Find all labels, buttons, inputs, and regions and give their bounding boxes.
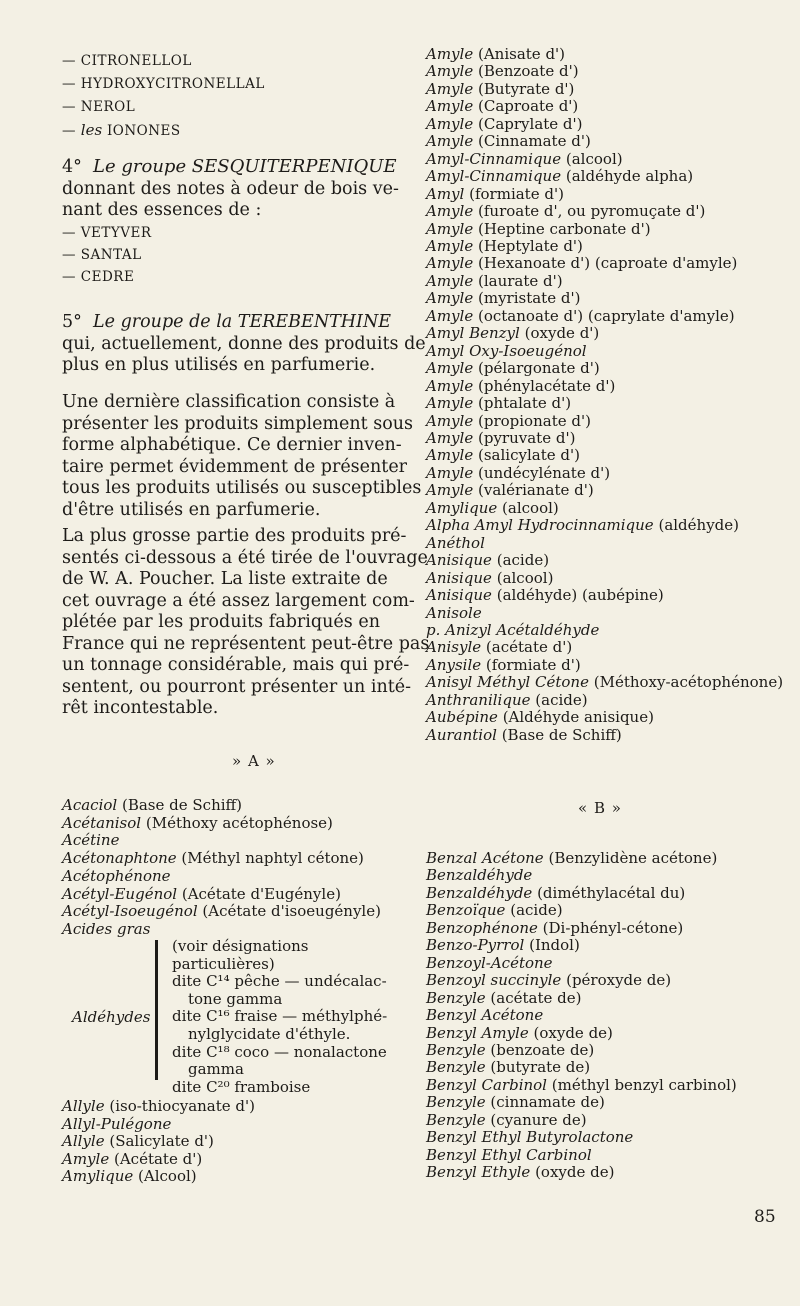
entry-description: (oxyde de)	[533, 1023, 613, 1042]
list-item	[426, 482, 783, 499]
entry-description: (iso-thiocyanate d')	[109, 1097, 255, 1115]
list-item	[426, 570, 783, 587]
entry-description: (pélargonate d')	[478, 359, 600, 378]
entry-description: (valérianate d')	[478, 481, 594, 500]
text-line: nant des essences de :	[62, 200, 262, 220]
list-item	[426, 885, 737, 902]
list-item	[426, 378, 783, 395]
entry-name: Amyle	[426, 219, 474, 238]
list-item	[426, 657, 783, 674]
entry-name: Benzyl Ethyle	[426, 1163, 531, 1182]
list-item	[426, 972, 737, 989]
entry-name: Benzyl Ethyl Butyrolactone	[426, 1128, 634, 1147]
entry-name: Amyle	[426, 306, 474, 325]
entry-name: Acaciol	[62, 796, 118, 814]
list-item	[426, 622, 783, 639]
entry-description: (Méthyl naphtyl cétone)	[181, 849, 364, 868]
entry-description: (oxyde de)	[535, 1163, 615, 1182]
entry-list-b	[426, 850, 737, 1182]
entry-description: (formiate d')	[485, 655, 581, 674]
text-line: Une dernière classification consiste à	[62, 392, 396, 412]
list-item	[426, 203, 783, 220]
entry-name: Benzaldéhyde	[426, 866, 533, 885]
entry-name: Amyle	[426, 394, 474, 413]
text-line: sentés ci-dessous a été tirée de l'ouvrage	[62, 547, 428, 568]
list-item	[62, 850, 381, 868]
entry-description: (Anisate d')	[478, 45, 566, 63]
list-item	[62, 903, 381, 921]
list-item	[426, 273, 783, 290]
text-line: sentent, ou pourront présenter un inté-	[62, 676, 412, 697]
monoterpene-list	[62, 50, 265, 143]
entry-name: Amyle	[426, 271, 474, 290]
entry-name: Amyle	[426, 481, 474, 500]
entry-name: Amyl Oxy-Isoeugénol	[426, 341, 587, 360]
text-line: qui, actuellement, donne des produits de	[62, 333, 426, 354]
entry-name: Amyle	[426, 202, 474, 221]
list-item	[426, 465, 783, 482]
list-item	[62, 868, 381, 886]
entry-description: (Méthoxy-acétophénone)	[593, 673, 784, 692]
entry-description: (Acétate d')	[114, 1149, 203, 1168]
entry-name: Benzyl Ethyl Carbinol	[426, 1145, 592, 1164]
entry-name: Amyl-Cinnamique	[426, 149, 562, 168]
list-item	[62, 1098, 255, 1116]
entry-description: (Salicylate d')	[109, 1132, 214, 1150]
entry-description: (propionate d')	[478, 411, 591, 430]
entry-name: Acétophénone	[62, 866, 171, 885]
entry-description: (diméthylacétal du)	[537, 883, 686, 902]
text-line: tous les produits utilisés ou susceptibles	[62, 478, 422, 498]
entry-description: (alcool)	[565, 149, 623, 168]
list-item	[426, 1077, 737, 1094]
paragraph	[62, 526, 430, 720]
entry-name: Amyle	[426, 45, 474, 63]
entry-name: Amyle	[426, 463, 474, 482]
entry-name: Acétyl-Eugénol	[62, 884, 178, 903]
text-line: d'être utilisés en parfumerie.	[62, 499, 321, 520]
list-item: — CEDRE	[62, 268, 135, 285]
entry-description: (acétate de)	[490, 988, 582, 1007]
aldehyde-entry-continuation: gamma	[188, 1060, 244, 1079]
entry-description: (Caprylate d')	[478, 114, 583, 133]
entry-name: Anthranilique	[426, 690, 531, 709]
list-item	[426, 325, 783, 342]
list-item	[426, 360, 783, 377]
section-heading-b: « B »	[578, 799, 622, 817]
entry-name: Anisyle	[426, 638, 482, 657]
aldehyde-entry-continuation: nylglycidate d'éthyle.	[188, 1024, 351, 1043]
entry-name: Acides gras	[62, 919, 151, 938]
list-item	[62, 886, 381, 904]
list-item: — CITRONELLOL	[62, 53, 192, 69]
entry-name: Amyle	[426, 359, 474, 378]
aldehyde-entry: dite C²⁰ framboise	[172, 1077, 311, 1096]
entry-name: Amyle	[426, 254, 474, 273]
entry-name: Benzyl Acétone	[426, 1006, 544, 1025]
text-line: rêt incontestable.	[62, 698, 219, 718]
list-item	[426, 46, 783, 63]
entry-description: (Benzylidène acétone)	[548, 849, 718, 867]
aldehyde-entry-continuation: tone gamma	[188, 989, 283, 1008]
entry-description: (Hexanoate d') (caproate d'amyle)	[478, 254, 738, 273]
brace	[155, 940, 158, 1080]
entry-name: Allyl-Pulégone	[62, 1114, 172, 1133]
entry-name: Amyle	[426, 79, 474, 98]
entry-list-amyl	[426, 46, 783, 744]
list-item	[426, 290, 783, 307]
list-item	[426, 692, 783, 709]
list-item: — HYDROXYCITRONELLAL	[62, 76, 265, 92]
entry-name: Amyle	[426, 62, 474, 81]
entry-name: Benzoïque	[426, 901, 506, 920]
text-line: taire permet évidemment de présenter	[62, 456, 408, 477]
entry-name: Anisique	[426, 551, 492, 570]
entry-name: Benzyle	[426, 1093, 486, 1112]
entry-description: (myristate d')	[478, 289, 581, 308]
entry-name: Amylique	[62, 1167, 134, 1185]
entry-name: Amyle	[426, 114, 474, 133]
entry-name: Anisole	[426, 603, 482, 622]
entry-description: (Indol)	[529, 936, 580, 955]
list-item	[62, 1151, 255, 1169]
entry-name: Anysile	[426, 655, 482, 674]
text-line: cet ouvrage a été assez largement com-	[62, 590, 415, 611]
text-line: de W. A. Poucher. La liste extraite de	[62, 569, 388, 589]
list-item	[426, 186, 783, 203]
entry-name: Acétonaphtone	[62, 849, 177, 868]
entry-description: (aldéhyde)	[658, 516, 740, 535]
entry-description: (phtalate d')	[478, 394, 572, 413]
entry-description: (alcool)	[502, 498, 559, 517]
list-item	[426, 990, 737, 1007]
list-item	[426, 1129, 737, 1146]
entry-description: (acide)	[496, 551, 550, 570]
entry-name: Amylique	[426, 498, 498, 517]
entry-name: Benzoyl succinyle	[426, 971, 562, 990]
entry-name: Benzyle	[426, 1110, 486, 1129]
entry-description: (alcool)	[496, 568, 554, 587]
list-item	[62, 815, 381, 833]
text-line: plus en plus utilisés en parfumerie.	[62, 355, 376, 375]
entry-description: (formiate d')	[469, 184, 564, 203]
list-item	[62, 797, 381, 815]
entry-description: (cyanure de)	[490, 1110, 587, 1129]
list-item	[426, 343, 783, 360]
entry-name: Benzaldéhyde	[426, 883, 533, 902]
entry-name: Amyle	[426, 97, 474, 116]
entry-description: (Benzoate d')	[478, 62, 579, 81]
entry-name: Benzo-Pyrrol	[426, 936, 525, 955]
entry-name: Amyle	[426, 236, 474, 255]
entry-name: Amyle	[426, 446, 474, 465]
paragraph	[62, 392, 422, 521]
list-item	[426, 709, 783, 726]
entry-name: Allyle	[62, 1132, 105, 1150]
list-item: — SANTAL	[62, 246, 142, 263]
entry-description: (acétate d')	[485, 638, 573, 657]
entry-name: Allyle	[62, 1097, 105, 1115]
text-line: forme alphabétique. Ce dernier inven-	[62, 435, 402, 455]
entry-name: Benzoyl-Acétone	[426, 953, 553, 972]
list-item	[426, 1025, 737, 1042]
text-line: présenter les produits simplement sous	[62, 413, 414, 434]
entry-description: (oxyde d')	[524, 324, 600, 343]
entry-name: Benzophénone	[426, 918, 538, 937]
list-item	[62, 1116, 255, 1134]
list-item	[426, 81, 783, 98]
aldehyde-entry: (voir désignations particulières)	[172, 937, 309, 973]
aldehyde-entry: dite C¹⁶ fraise — méthylphé-	[172, 1007, 388, 1026]
entry-name: Amyl-Cinnamique	[426, 167, 562, 186]
entry-name: Acétyl-Isoeugénol	[62, 902, 198, 921]
entry-name: Acétanisol	[62, 813, 142, 832]
entry-description: (furoate d', ou pyromuçate d')	[478, 202, 706, 221]
list-item	[426, 867, 737, 884]
list-item	[426, 955, 737, 972]
list-item: — NEROL	[62, 99, 136, 115]
entry-name: Amyle	[62, 1149, 110, 1168]
list-item	[426, 1147, 737, 1164]
entry-description: (péroxyde de)	[566, 971, 672, 990]
entry-description: (Acétate d'isoeugényle)	[202, 902, 381, 921]
aldehyde-entry: dite C¹⁸ coco — nonalactone	[172, 1042, 387, 1061]
entry-description: (Acétate d'Eugényle)	[181, 884, 341, 903]
entry-description: (Base de Schiff)	[501, 725, 622, 744]
list-item	[62, 832, 381, 850]
list-item: — VETYVER	[62, 224, 152, 241]
entry-name: Amyle	[426, 428, 474, 447]
list-item	[426, 168, 783, 185]
entry-name: Amyl	[426, 184, 465, 203]
text-line: un tonnage considérable, mais qui pré-	[62, 655, 410, 675]
entry-name: Benzyle	[426, 1058, 486, 1077]
entry-description: (aldéhyde alpha)	[565, 167, 694, 186]
entry-name: p. Anizyl Acétaldéhyde	[426, 620, 600, 639]
list-item	[426, 255, 783, 272]
entry-list-a	[62, 797, 381, 939]
entry-description: (Caproate d')	[478, 97, 579, 116]
entry-description: (acide)	[535, 690, 588, 709]
list-item	[426, 308, 783, 325]
aldehyde-entry: dite C¹⁴ pêche — undécalac-	[172, 972, 387, 991]
entry-name: Aurantiol	[426, 725, 497, 744]
list-item	[426, 98, 783, 115]
entry-name: Anisyl Méthyl Cétone	[426, 673, 589, 692]
list-item	[426, 1164, 737, 1181]
entry-list-a2	[62, 1098, 255, 1186]
list-item	[62, 1168, 255, 1186]
entry-description: (Alcool)	[138, 1167, 197, 1185]
entry-name: Benzyl Carbinol	[426, 1075, 547, 1094]
list-item	[426, 63, 783, 80]
list-item: — les IONONES	[62, 121, 181, 139]
entry-name: Benzyle	[426, 988, 486, 1007]
list-item	[426, 1112, 737, 1129]
list-item	[426, 937, 737, 954]
aldehydes-label: Aldéhydes	[72, 1008, 151, 1026]
entry-description: (Cinnamate d')	[478, 132, 591, 151]
aldehydes-group	[62, 938, 402, 1098]
text-line: plétée par les produits fabriqués en	[62, 612, 380, 632]
list-item	[62, 921, 381, 939]
list-item	[426, 727, 783, 744]
group-4-heading: 4° Le groupe SESQUITERPENIQUE	[62, 156, 397, 177]
entry-name: Amyle	[426, 289, 474, 308]
entry-description: (benzoate de)	[490, 1040, 595, 1059]
entry-name: Benzal Acétone	[426, 849, 544, 867]
entry-description: (octanoate d') (caprylate d'amyle)	[478, 306, 735, 325]
list-item	[426, 920, 737, 937]
entry-description: (Butyrate d')	[478, 79, 575, 98]
list-item	[426, 447, 783, 464]
list-item	[426, 674, 783, 691]
group-4-section	[62, 156, 399, 288]
entry-name: Benzyle	[426, 1040, 486, 1059]
entry-description: (acide)	[510, 901, 563, 920]
entry-description: (Méthoxy acétophénose)	[145, 813, 333, 832]
list-item	[426, 552, 783, 569]
list-item	[426, 395, 783, 412]
list-item	[426, 221, 783, 238]
list-item	[426, 902, 737, 919]
entry-description: (butyrate de)	[490, 1058, 591, 1077]
entry-name: Anéthol	[426, 533, 485, 552]
list-item	[426, 639, 783, 656]
list-item	[426, 517, 783, 534]
section-heading-a: » A »	[232, 752, 276, 770]
list-item	[62, 1133, 255, 1151]
entry-name: Amyle	[426, 376, 474, 395]
entry-name: Acétine	[62, 831, 120, 850]
list-item	[426, 413, 783, 430]
list-item	[426, 133, 783, 150]
text-line: donnant des notes à odeur de bois ve-	[62, 178, 399, 199]
entry-name: Amyle	[426, 411, 474, 430]
entry-description: (salicylate d')	[478, 446, 580, 465]
list-item	[426, 1059, 737, 1076]
entry-name: Anisique	[426, 568, 492, 587]
text-line: La plus grosse partie des produits pré-	[62, 526, 407, 546]
list-item	[426, 587, 783, 604]
list-item	[426, 850, 737, 867]
list-item	[426, 151, 783, 168]
entry-name: Amyl Benzyl	[426, 324, 520, 343]
entry-name: Benzyl Amyle	[426, 1023, 529, 1042]
text-line: France qui ne représentent peut-être pas	[62, 633, 430, 654]
list-item	[426, 116, 783, 133]
entry-name: Amyle	[426, 132, 474, 151]
entry-description: (aldéhyde) (aubépine)	[496, 586, 664, 605]
entry-name: Anisique	[426, 586, 492, 605]
aldehydes-entries	[172, 938, 404, 1096]
entry-description: (méthyl benzyl carbinol)	[551, 1075, 737, 1094]
entry-description: (laurate d')	[478, 271, 563, 290]
group-5-heading: 5° Le groupe de la TEREBENTHINE	[62, 312, 392, 332]
list-item	[426, 430, 783, 447]
group-5-section	[62, 312, 426, 377]
entry-name: Alpha Amyl Hydrocinnamique	[426, 516, 654, 535]
entry-description: (pyruvate d')	[478, 428, 576, 447]
list-item	[426, 500, 783, 517]
entry-description: (phénylacétate d')	[478, 376, 616, 395]
list-item	[426, 238, 783, 255]
list-item	[426, 605, 783, 622]
entry-description: (Heptylate d')	[478, 236, 583, 255]
entry-name: Aubépine	[426, 708, 498, 727]
entry-description: (Aldéhyde anisique)	[502, 708, 654, 727]
entry-description: (Heptine carbonate d')	[478, 219, 651, 238]
list-item	[426, 535, 783, 552]
list-item	[426, 1042, 737, 1059]
entry-description: (cinnamate de)	[490, 1093, 605, 1112]
list-item	[426, 1007, 737, 1024]
page-number: 85	[754, 1207, 776, 1227]
list-item	[426, 1094, 737, 1111]
entry-description: (Base de Schiff)	[121, 796, 243, 814]
entry-description: (undécylénate d')	[478, 463, 611, 482]
entry-description: (Di-phényl-cétone)	[542, 918, 684, 937]
